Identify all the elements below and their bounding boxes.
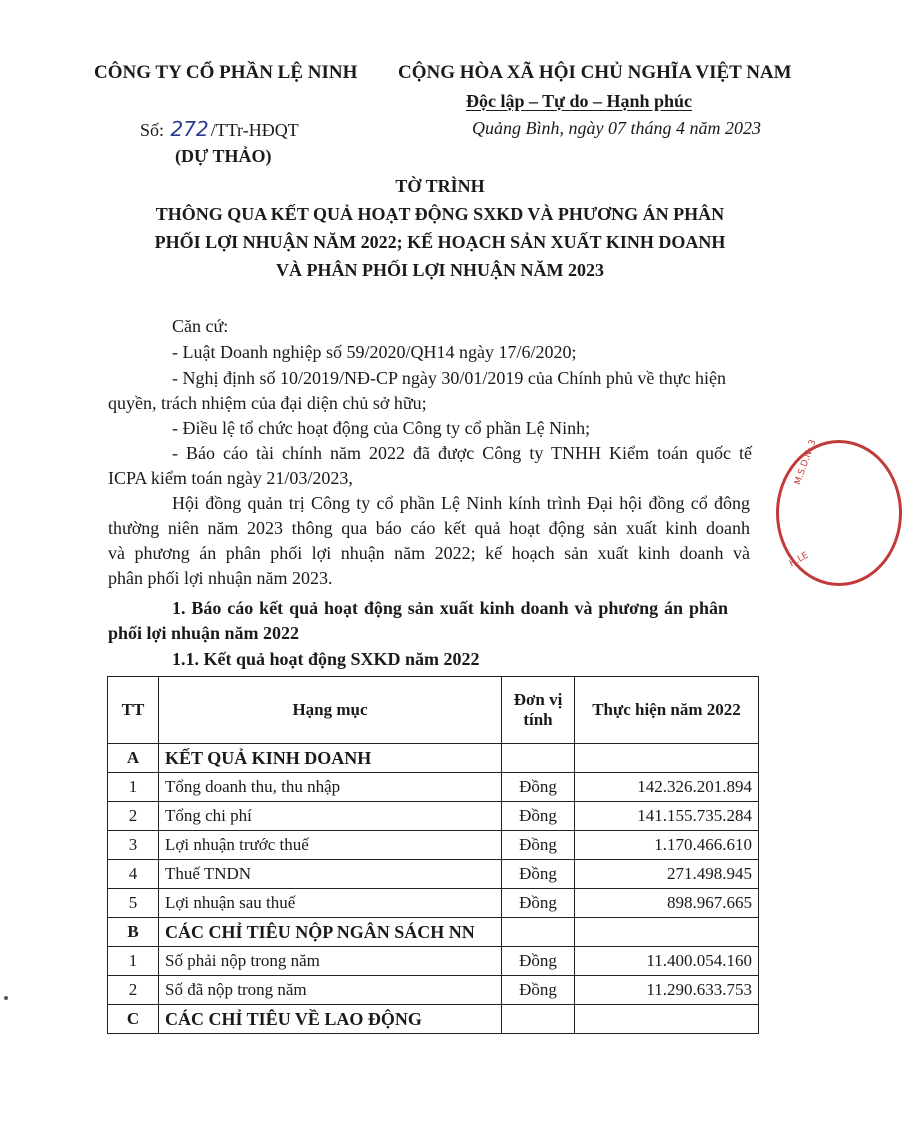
doc-no-handwritten: 272 xyxy=(170,117,209,141)
cell-value: 11.400.054.160 xyxy=(575,947,759,976)
table-row xyxy=(108,802,759,831)
section-1-heading: 1. Báo cáo kết quả hoạt động sản xuất kinh doanh và phương án phân xyxy=(172,598,728,618)
cell-value xyxy=(575,1005,759,1034)
intro-line-1: Hội đồng quản trị Công ty cổ phần Lệ Ninh kính trình Đại hội đồng cổ đông xyxy=(172,493,750,513)
basis-item-2-cont: quyền, trách nhiệm của đại diện chủ sở hữu; xyxy=(108,393,427,413)
cell-value: 141.155.735.284 xyxy=(575,802,759,831)
cell-tt: 1 xyxy=(108,773,159,802)
table-row xyxy=(108,831,759,860)
company-name: CÔNG TY CỔ PHẦN LỆ NINH xyxy=(94,62,358,83)
title-line-1: TỜ TRÌNH xyxy=(395,176,485,196)
national-motto: Độc lập – Tự do – Hạnh phúc xyxy=(466,91,693,111)
table-row xyxy=(108,976,759,1005)
title-line-2: THÔNG QUA KẾT QUẢ HOẠT ĐỘNG SXKD VÀ PHƯƠNG ÁN PHÂN xyxy=(155,204,725,224)
cell-tt: 4 xyxy=(108,860,159,889)
table-row xyxy=(108,773,759,802)
basis-label: Căn cứ: xyxy=(172,316,229,336)
table-row xyxy=(108,889,759,918)
intro-line-4: phân phối lợi nhuận năm 2023. xyxy=(108,568,333,588)
cell-unit xyxy=(502,1005,575,1034)
cell-tt: 2 xyxy=(108,802,159,831)
doc-no-suffix: /TTr-HĐQT xyxy=(210,120,299,140)
cell-value: 142.326.201.894 xyxy=(575,773,759,802)
cell-item: Tổng chi phí xyxy=(159,802,502,831)
cell-unit: Đồng xyxy=(502,773,575,802)
draft-label: (DỰ THẢO) xyxy=(175,146,272,166)
cell-unit: Đồng xyxy=(502,947,575,976)
table-row xyxy=(108,1005,759,1034)
cell-unit xyxy=(502,918,575,947)
basis-item-4: - Báo cáo tài chính năm 2022 đã được Công ty TNHH Kiểm toán quốc tế xyxy=(172,443,752,463)
basis-item-1: - Luật Doanh nghiệp số 59/2020/QH14 ngày 17/6/2020; xyxy=(172,342,577,362)
cell-unit: Đồng xyxy=(502,889,575,918)
header-tt: TT xyxy=(108,677,159,744)
scan-speck xyxy=(4,996,8,1000)
cell-value xyxy=(575,744,759,773)
header-unit-line-1: Đơn vị xyxy=(513,690,563,709)
document-number xyxy=(140,117,299,141)
place-date: Quảng Bình, ngày 07 tháng 4 năm 2023 xyxy=(472,118,761,138)
header-item: Hạng mục xyxy=(159,677,502,744)
cell-value: 271.498.945 xyxy=(575,860,759,889)
table-header-row xyxy=(108,677,759,744)
cell-tt: 1 xyxy=(108,947,159,976)
cell-value: 11.290.633.753 xyxy=(575,976,759,1005)
cell-tt: C xyxy=(108,1005,159,1034)
doc-no-prefix: Số: xyxy=(140,120,165,140)
cell-item: Lợi nhuận trước thuế xyxy=(159,831,502,860)
table-row xyxy=(108,947,759,976)
cell-item: Lợi nhuận sau thuế xyxy=(159,889,502,918)
table-row xyxy=(108,860,759,889)
table-row xyxy=(108,918,759,947)
cell-item: Số phải nộp trong năm xyxy=(159,947,502,976)
cell-item: Tổng doanh thu, thu nhập xyxy=(159,773,502,802)
seal-text-1: M.S.D.N: 3 xyxy=(793,438,819,487)
section-1-1-heading: 1.1. Kết quả hoạt động SXKD năm 2022 xyxy=(172,649,480,669)
company-seal xyxy=(776,440,902,586)
table-row xyxy=(108,744,759,773)
cell-item: CÁC CHỈ TIÊU NỘP NGÂN SÁCH NN xyxy=(159,918,502,947)
cell-unit xyxy=(502,744,575,773)
cell-item: KẾT QUẢ KINH DOANH xyxy=(159,744,502,773)
title-line-3: PHỐI LỢI NHUẬN NĂM 2022; KẾ HOẠCH SẢN XUẤT KINH DOANH xyxy=(154,232,726,252)
cell-tt: A xyxy=(108,744,159,773)
cell-unit: Đồng xyxy=(502,860,575,889)
basis-item-4-cont: ICPA kiểm toán ngày 21/03/2023, xyxy=(108,468,353,488)
header-unit-line-2: tính xyxy=(523,710,553,729)
cell-item: Số đã nộp trong năm xyxy=(159,976,502,1005)
cell-tt: 5 xyxy=(108,889,159,918)
cell-tt: B xyxy=(108,918,159,947)
header-unit xyxy=(502,677,575,744)
section-1-heading-cont: phối lợi nhuận năm 2022 xyxy=(108,623,300,643)
republic-name: CỘNG HÒA XÃ HỘI CHỦ NGHĨA VIỆT NAM xyxy=(398,62,792,83)
results-table xyxy=(107,676,759,1034)
cell-item: CÁC CHỈ TIÊU VỀ LAO ĐỘNG xyxy=(159,1005,502,1034)
cell-value xyxy=(575,918,759,947)
cell-tt: 3 xyxy=(108,831,159,860)
cell-unit: Đồng xyxy=(502,831,575,860)
cell-value: 1.170.466.610 xyxy=(575,831,759,860)
cell-unit: Đồng xyxy=(502,802,575,831)
cell-item: Thuế TNDN xyxy=(159,860,502,889)
basis-item-2: - Nghị định số 10/2019/NĐ-CP ngày 30/01/2019 của Chính phủ về thực hiện xyxy=(172,368,727,388)
basis-item-3: - Điều lệ tổ chức hoạt động của Công ty cổ phần Lệ Ninh; xyxy=(172,418,591,438)
title-line-4: VÀ PHÂN PHỐI LỢI NHUẬN NĂM 2023 xyxy=(276,260,604,280)
cell-unit: Đồng xyxy=(502,976,575,1005)
seal-text-2: H.LE xyxy=(787,550,811,570)
header-value: Thực hiện năm 2022 xyxy=(575,677,759,744)
intro-line-3: và phương án phân phối lợi nhuận năm 2022; kế hoạch sản xuất kinh doanh và xyxy=(108,543,750,563)
cell-tt: 2 xyxy=(108,976,159,1005)
cell-value: 898.967.665 xyxy=(575,889,759,918)
intro-line-2: thường niên năm 2023 thông qua báo cáo kết quả hoạt động sản xuất kinh doanh xyxy=(108,518,750,538)
